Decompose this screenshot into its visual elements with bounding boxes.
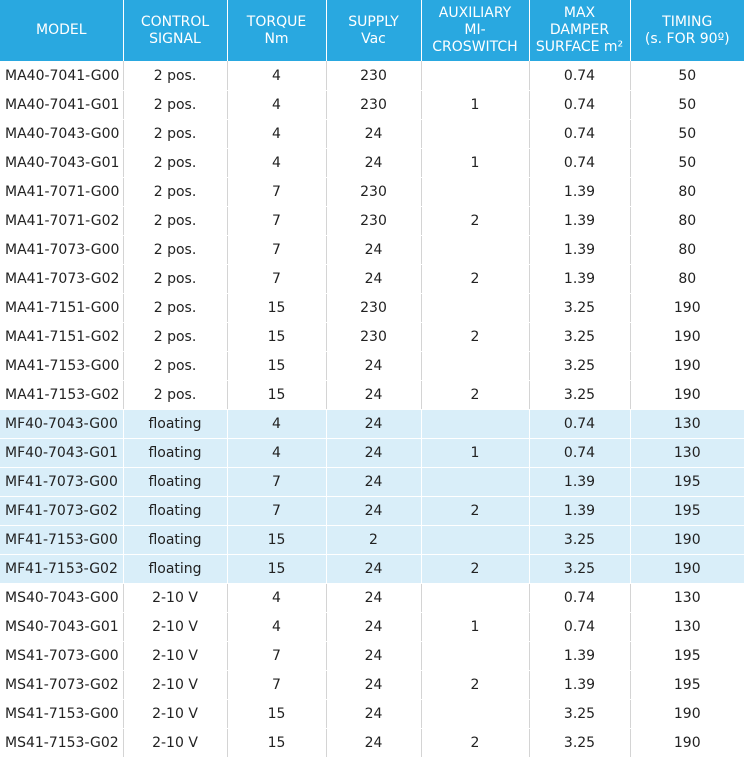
- cell-model: MS40-7043-G00: [0, 584, 123, 613]
- cell-auxiliary-microswitch: [421, 584, 529, 613]
- cell-control-signal: 2 pos.: [123, 352, 227, 381]
- cell-model: MF40-7043-G01: [0, 439, 123, 468]
- cell-timing: 190: [630, 526, 744, 555]
- cell-control-signal: floating: [123, 468, 227, 497]
- cell-control-signal: 2 pos.: [123, 381, 227, 410]
- cell-auxiliary-microswitch: 1: [421, 613, 529, 642]
- cell-control-signal: floating: [123, 410, 227, 439]
- cell-control-signal: 2 pos.: [123, 91, 227, 120]
- cell-torque: 4: [227, 439, 326, 468]
- cell-torque: 7: [227, 236, 326, 265]
- cell-auxiliary-microswitch: [421, 700, 529, 729]
- cell-timing: 190: [630, 381, 744, 410]
- table-row: [0, 497, 744, 526]
- cell-torque: 7: [227, 265, 326, 294]
- cell-timing: 130: [630, 613, 744, 642]
- cell-max-damper-surface: 1.39: [529, 265, 630, 294]
- cell-torque: 15: [227, 323, 326, 352]
- cell-max-damper-surface: 3.25: [529, 729, 630, 758]
- header-line: MAX: [563, 5, 596, 21]
- cell-auxiliary-microswitch: 2: [421, 671, 529, 700]
- cell-model: MS41-7153-G00: [0, 700, 123, 729]
- table-row: [0, 265, 744, 294]
- cell-supply: 24: [326, 700, 421, 729]
- cell-max-damper-surface: 0.74: [529, 149, 630, 178]
- cell-max-damper-surface: 3.25: [529, 526, 630, 555]
- cell-model: MA41-7153-G02: [0, 381, 123, 410]
- table-row: [0, 91, 744, 120]
- cell-supply: 2: [326, 526, 421, 555]
- cell-max-damper-surface: 3.25: [529, 555, 630, 584]
- cell-auxiliary-microswitch: 2: [421, 207, 529, 236]
- cell-model: MS41-7153-G02: [0, 729, 123, 758]
- cell-timing: 50: [630, 120, 744, 149]
- cell-supply: 24: [326, 613, 421, 642]
- cell-torque: 4: [227, 613, 326, 642]
- column-header-control-signal: [123, 0, 227, 61]
- cell-control-signal: 2 pos.: [123, 265, 227, 294]
- table-row: [0, 149, 744, 178]
- cell-torque: 7: [227, 497, 326, 526]
- cell-model: MA41-7073-G00: [0, 236, 123, 265]
- header-line: MODEL: [35, 22, 87, 38]
- cell-auxiliary-microswitch: 2: [421, 381, 529, 410]
- cell-control-signal: floating: [123, 497, 227, 526]
- cell-max-damper-surface: 1.39: [529, 642, 630, 671]
- table-row: [0, 323, 744, 352]
- cell-auxiliary-microswitch: [421, 120, 529, 149]
- header-line: TIMING: [662, 13, 713, 30]
- table-row: [0, 468, 744, 497]
- table-row: [0, 294, 744, 323]
- cell-auxiliary-microswitch: [421, 468, 529, 497]
- header-line: CROSWITCH: [432, 39, 518, 55]
- cell-supply: 24: [326, 236, 421, 265]
- cell-auxiliary-microswitch: [421, 352, 529, 381]
- cell-model: MS41-7073-G00: [0, 642, 123, 671]
- header-row: [0, 0, 744, 61]
- cell-auxiliary-microswitch: 2: [421, 265, 529, 294]
- cell-model: MF40-7043-G00: [0, 410, 123, 439]
- table-row: [0, 178, 744, 207]
- cell-model: MA40-7041-G00: [0, 61, 123, 91]
- cell-supply: 24: [326, 439, 421, 468]
- cell-timing: 190: [630, 323, 744, 352]
- table-row: [0, 236, 744, 265]
- cell-max-damper-surface: 3.25: [529, 323, 630, 352]
- cell-control-signal: 2-10 V: [123, 613, 227, 642]
- cell-max-damper-surface: 0.74: [529, 613, 630, 642]
- cell-supply: 230: [326, 294, 421, 323]
- cell-supply: 24: [326, 381, 421, 410]
- cell-auxiliary-microswitch: [421, 61, 529, 91]
- cell-max-damper-surface: 1.39: [529, 497, 630, 526]
- cell-torque: 15: [227, 294, 326, 323]
- table-row: [0, 410, 744, 439]
- table-row: [0, 352, 744, 381]
- cell-max-damper-surface: 0.74: [529, 91, 630, 120]
- cell-control-signal: floating: [123, 439, 227, 468]
- cell-control-signal: 2 pos.: [123, 323, 227, 352]
- header-line: AUXILIARY: [438, 5, 512, 21]
- table-row: [0, 207, 744, 236]
- cell-auxiliary-microswitch: [421, 410, 529, 439]
- cell-torque: 7: [227, 671, 326, 700]
- cell-max-damper-surface: 3.25: [529, 381, 630, 410]
- cell-timing: 80: [630, 236, 744, 265]
- cell-auxiliary-microswitch: 1: [421, 439, 529, 468]
- cell-supply: 24: [326, 468, 421, 497]
- cell-control-signal: 2 pos.: [123, 236, 227, 265]
- cell-supply: 24: [326, 729, 421, 758]
- table-row: [0, 729, 744, 758]
- cell-control-signal: 2 pos.: [123, 178, 227, 207]
- cell-max-damper-surface: 0.74: [529, 61, 630, 91]
- table-row: [0, 700, 744, 729]
- cell-supply: 24: [326, 584, 421, 613]
- cell-model: MS41-7073-G02: [0, 671, 123, 700]
- cell-torque: 7: [227, 207, 326, 236]
- cell-timing: 195: [630, 671, 744, 700]
- cell-torque: 7: [227, 642, 326, 671]
- cell-auxiliary-microswitch: 1: [421, 149, 529, 178]
- cell-model: MA41-7153-G00: [0, 352, 123, 381]
- header-line: (s. FOR 90º): [644, 30, 730, 47]
- cell-model: MA40-7043-G00: [0, 120, 123, 149]
- cell-supply: 24: [326, 149, 421, 178]
- cell-torque: 4: [227, 91, 326, 120]
- cell-auxiliary-microswitch: 2: [421, 497, 529, 526]
- cell-supply: 24: [326, 410, 421, 439]
- cell-auxiliary-microswitch: [421, 178, 529, 207]
- cell-max-damper-surface: 1.39: [529, 236, 630, 265]
- cell-timing: 190: [630, 700, 744, 729]
- cell-model: MF41-7153-G00: [0, 526, 123, 555]
- cell-max-damper-surface: 3.25: [529, 352, 630, 381]
- cell-auxiliary-microswitch: 2: [421, 323, 529, 352]
- cell-timing: 130: [630, 584, 744, 613]
- cell-torque: 4: [227, 410, 326, 439]
- cell-auxiliary-microswitch: 2: [421, 555, 529, 584]
- cell-torque: 4: [227, 61, 326, 91]
- cell-torque: 7: [227, 468, 326, 497]
- cell-auxiliary-microswitch: [421, 526, 529, 555]
- cell-max-damper-surface: 1.39: [529, 468, 630, 497]
- cell-control-signal: 2 pos.: [123, 61, 227, 91]
- cell-torque: 15: [227, 555, 326, 584]
- cell-timing: 190: [630, 555, 744, 584]
- column-header-timing: [630, 0, 744, 61]
- cell-supply: 24: [326, 120, 421, 149]
- cell-torque: 4: [227, 120, 326, 149]
- cell-control-signal: 2 pos.: [123, 120, 227, 149]
- column-header-model: [0, 0, 123, 61]
- cell-timing: 130: [630, 410, 744, 439]
- cell-torque: 15: [227, 381, 326, 410]
- cell-timing: 50: [630, 149, 744, 178]
- table-row: [0, 526, 744, 555]
- cell-timing: 195: [630, 468, 744, 497]
- cell-timing: 130: [630, 439, 744, 468]
- table-row: [0, 439, 744, 468]
- cell-supply: 24: [326, 671, 421, 700]
- cell-control-signal: floating: [123, 555, 227, 584]
- cell-torque: 15: [227, 700, 326, 729]
- cell-timing: 195: [630, 642, 744, 671]
- cell-supply: 230: [326, 61, 421, 91]
- header-line: SUPPLY: [348, 13, 399, 30]
- cell-auxiliary-microswitch: [421, 236, 529, 265]
- cell-max-damper-surface: 0.74: [529, 439, 630, 468]
- header-line: DAMPER: [549, 22, 610, 38]
- cell-supply: 24: [326, 352, 421, 381]
- cell-max-damper-surface: 1.39: [529, 207, 630, 236]
- cell-torque: 15: [227, 729, 326, 758]
- column-header-max-damper-surface: [529, 0, 630, 61]
- cell-control-signal: 2 pos.: [123, 207, 227, 236]
- cell-model: MF41-7073-G02: [0, 497, 123, 526]
- table-row: [0, 555, 744, 584]
- column-header-auxiliary-microswitch: [421, 0, 529, 61]
- cell-control-signal: 2-10 V: [123, 700, 227, 729]
- cell-model: MA40-7043-G01: [0, 149, 123, 178]
- header-line: CONTROL: [140, 13, 210, 30]
- table-row: [0, 381, 744, 410]
- cell-supply: 24: [326, 265, 421, 294]
- cell-control-signal: 2-10 V: [123, 671, 227, 700]
- cell-model: MF41-7073-G00: [0, 468, 123, 497]
- cell-auxiliary-microswitch: 2: [421, 729, 529, 758]
- cell-timing: 190: [630, 294, 744, 323]
- cell-control-signal: 2-10 V: [123, 729, 227, 758]
- header-line: Vac: [361, 30, 386, 47]
- header-line: Nm: [264, 30, 289, 47]
- cell-torque: 15: [227, 352, 326, 381]
- cell-model: MA41-7073-G02: [0, 265, 123, 294]
- cell-supply: 24: [326, 555, 421, 584]
- table-row: [0, 671, 744, 700]
- cell-auxiliary-microswitch: [421, 294, 529, 323]
- cell-max-damper-surface: 1.39: [529, 671, 630, 700]
- cell-timing: 80: [630, 207, 744, 236]
- cell-timing: 80: [630, 178, 744, 207]
- cell-timing: 190: [630, 352, 744, 381]
- cell-model: MA40-7041-G01: [0, 91, 123, 120]
- cell-supply: 24: [326, 497, 421, 526]
- cell-control-signal: 2-10 V: [123, 642, 227, 671]
- column-header-supply: [326, 0, 421, 61]
- cell-timing: 190: [630, 729, 744, 758]
- cell-max-damper-surface: 0.74: [529, 120, 630, 149]
- cell-timing: 50: [630, 61, 744, 91]
- table-row: [0, 642, 744, 671]
- cell-model: MS40-7043-G01: [0, 613, 123, 642]
- cell-supply: 230: [326, 323, 421, 352]
- cell-max-damper-surface: 0.74: [529, 584, 630, 613]
- header-line: TORQUE: [246, 13, 307, 30]
- cell-supply: 24: [326, 642, 421, 671]
- cell-supply: 230: [326, 207, 421, 236]
- cell-auxiliary-microswitch: 1: [421, 91, 529, 120]
- cell-control-signal: floating: [123, 526, 227, 555]
- cell-max-damper-surface: 1.39: [529, 178, 630, 207]
- cell-supply: 230: [326, 178, 421, 207]
- cell-auxiliary-microswitch: [421, 642, 529, 671]
- cell-model: MA41-7151-G00: [0, 294, 123, 323]
- cell-max-damper-surface: 0.74: [529, 410, 630, 439]
- table-row: [0, 613, 744, 642]
- header-line: SIGNAL: [149, 30, 201, 47]
- cell-model: MA41-7071-G00: [0, 178, 123, 207]
- cell-timing: 195: [630, 497, 744, 526]
- cell-max-damper-surface: 3.25: [529, 700, 630, 729]
- cell-control-signal: 2-10 V: [123, 584, 227, 613]
- cell-torque: 4: [227, 149, 326, 178]
- cell-timing: 80: [630, 265, 744, 294]
- cell-model: MA41-7151-G02: [0, 323, 123, 352]
- cell-control-signal: 2 pos.: [123, 294, 227, 323]
- cell-max-damper-surface: 3.25: [529, 294, 630, 323]
- cell-torque: 7: [227, 178, 326, 207]
- table-row: [0, 120, 744, 149]
- table-row: [0, 61, 744, 91]
- table-body: [0, 61, 744, 758]
- cell-torque: 15: [227, 526, 326, 555]
- header-line: SURFACE m²: [535, 39, 624, 55]
- header-line: MI-: [464, 22, 486, 38]
- cell-model: MA41-7071-G02: [0, 207, 123, 236]
- cell-supply: 230: [326, 91, 421, 120]
- cell-timing: 50: [630, 91, 744, 120]
- cell-model: MF41-7153-G02: [0, 555, 123, 584]
- column-header-torque: [227, 0, 326, 61]
- table-row: [0, 584, 744, 613]
- cell-control-signal: 2 pos.: [123, 149, 227, 178]
- cell-torque: 4: [227, 584, 326, 613]
